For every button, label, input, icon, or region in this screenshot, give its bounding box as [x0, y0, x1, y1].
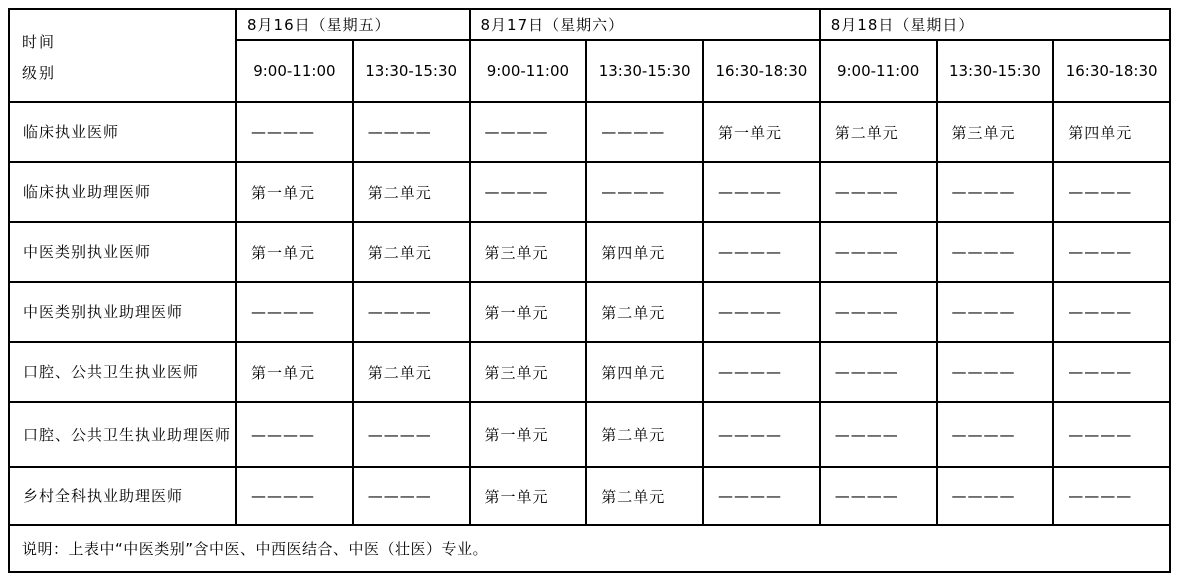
- time-header: 9:00-11:00: [820, 40, 937, 102]
- schedule-cell-unit: 第一单元: [703, 102, 820, 162]
- time-header: 13:30-15:30: [353, 40, 470, 102]
- schedule-cell-unit: 第一单元: [470, 402, 587, 467]
- schedule-cell-unit: 第二单元: [820, 102, 937, 162]
- schedule-cell-empty: ————: [937, 162, 1054, 222]
- schedule-cell-unit: 第三单元: [470, 342, 587, 402]
- schedule-cell-empty: ————: [236, 102, 353, 162]
- schedule-cell-unit: 第四单元: [586, 222, 703, 282]
- corner-label-level: 级别: [22, 63, 57, 82]
- schedule-cell-empty: ————: [820, 222, 937, 282]
- schedule-cell-unit: 第一单元: [236, 162, 353, 222]
- schedule-cell-unit: 第四单元: [586, 342, 703, 402]
- table-row: [9, 102, 1170, 162]
- schedule-cell-empty: ————: [353, 102, 470, 162]
- table-row: [9, 162, 1170, 222]
- schedule-cell-empty: ————: [820, 467, 937, 525]
- time-header: 16:30-18:30: [703, 40, 820, 102]
- time-header: 9:00-11:00: [470, 40, 587, 102]
- date-header-aug16: 8月16日（星期五）: [236, 9, 470, 40]
- schedule-cell-empty: ————: [470, 102, 587, 162]
- schedule-cell-empty: ————: [937, 282, 1054, 342]
- time-header: 13:30-15:30: [937, 40, 1054, 102]
- row-label: 临床执业医师: [9, 102, 236, 162]
- table-row: [9, 402, 1170, 467]
- schedule-cell-empty: ————: [703, 467, 820, 525]
- schedule-cell-unit: 第三单元: [470, 222, 587, 282]
- schedule-cell-empty: ————: [937, 342, 1054, 402]
- schedule-cell-empty: ————: [586, 162, 703, 222]
- row-label: 临床执业助理医师: [9, 162, 236, 222]
- schedule-cell-empty: ————: [937, 402, 1054, 467]
- schedule-cell-empty: ————: [353, 282, 470, 342]
- schedule-cell-unit: 第一单元: [236, 222, 353, 282]
- schedule-cell-empty: ————: [1053, 282, 1170, 342]
- schedule-cell-empty: ————: [703, 162, 820, 222]
- exam-schedule-table: [8, 8, 1171, 573]
- schedule-cell-empty: ————: [236, 402, 353, 467]
- schedule-cell-empty: ————: [703, 282, 820, 342]
- corner-label-time: 时间: [22, 32, 57, 51]
- row-label: 口腔、公共卫生执业助理医师: [9, 402, 236, 467]
- schedule-cell-empty: ————: [703, 342, 820, 402]
- schedule-cell-empty: ————: [703, 402, 820, 467]
- schedule-cell-empty: ————: [937, 467, 1054, 525]
- schedule-cell-empty: ————: [236, 467, 353, 525]
- date-header-row: [9, 9, 1170, 40]
- schedule-cell-empty: ————: [1053, 467, 1170, 525]
- date-header-aug18: 8月18日（星期日）: [820, 9, 1170, 40]
- time-header: 16:30-18:30: [1053, 40, 1170, 102]
- table-row: [9, 222, 1170, 282]
- schedule-cell-empty: ————: [586, 102, 703, 162]
- table-row: [9, 282, 1170, 342]
- schedule-cell-empty: ————: [937, 222, 1054, 282]
- schedule-cell-unit: 第一单元: [470, 282, 587, 342]
- date-header-aug17: 8月17日（星期六）: [470, 9, 820, 40]
- schedule-cell-unit: 第一单元: [470, 467, 587, 525]
- schedule-cell-empty: ————: [470, 162, 587, 222]
- row-label: 口腔、公共卫生执业医师: [9, 342, 236, 402]
- schedule-cell-empty: ————: [236, 282, 353, 342]
- schedule-cell-unit: 第二单元: [353, 222, 470, 282]
- table-row: [9, 342, 1170, 402]
- schedule-cell-empty: ————: [820, 402, 937, 467]
- row-label: 中医类别执业医师: [9, 222, 236, 282]
- schedule-note: 说明：上表中“中医类别”含中医、中西医结合、中医（壮医）专业。: [9, 525, 1170, 572]
- schedule-cell-empty: ————: [1053, 162, 1170, 222]
- schedule-cell-unit: 第四单元: [1053, 102, 1170, 162]
- schedule-cell-unit: 第二单元: [353, 342, 470, 402]
- schedule-cell-empty: ————: [703, 222, 820, 282]
- schedule-cell-empty: ————: [820, 162, 937, 222]
- time-header: 13:30-15:30: [586, 40, 703, 102]
- schedule-cell-unit: 第二单元: [586, 402, 703, 467]
- schedule-cell-empty: ————: [353, 467, 470, 525]
- schedule-cell-unit: 第二单元: [586, 282, 703, 342]
- corner-header: [9, 9, 236, 102]
- schedule-cell-empty: ————: [820, 342, 937, 402]
- schedule-cell-unit: 第二单元: [586, 467, 703, 525]
- schedule-cell-unit: 第二单元: [353, 162, 470, 222]
- time-header: 9:00-11:00: [236, 40, 353, 102]
- table-row: [9, 467, 1170, 525]
- schedule-cell-unit: 第三单元: [937, 102, 1054, 162]
- schedule-cell-empty: ————: [353, 402, 470, 467]
- schedule-cell-empty: ————: [1053, 402, 1170, 467]
- note-row: [9, 525, 1170, 572]
- schedule-cell-empty: ————: [1053, 342, 1170, 402]
- schedule-cell-unit: 第一单元: [236, 342, 353, 402]
- schedule-cell-empty: ————: [1053, 222, 1170, 282]
- schedule-cell-empty: ————: [820, 282, 937, 342]
- row-label: 乡村全科执业助理医师: [9, 467, 236, 525]
- row-label: 中医类别执业助理医师: [9, 282, 236, 342]
